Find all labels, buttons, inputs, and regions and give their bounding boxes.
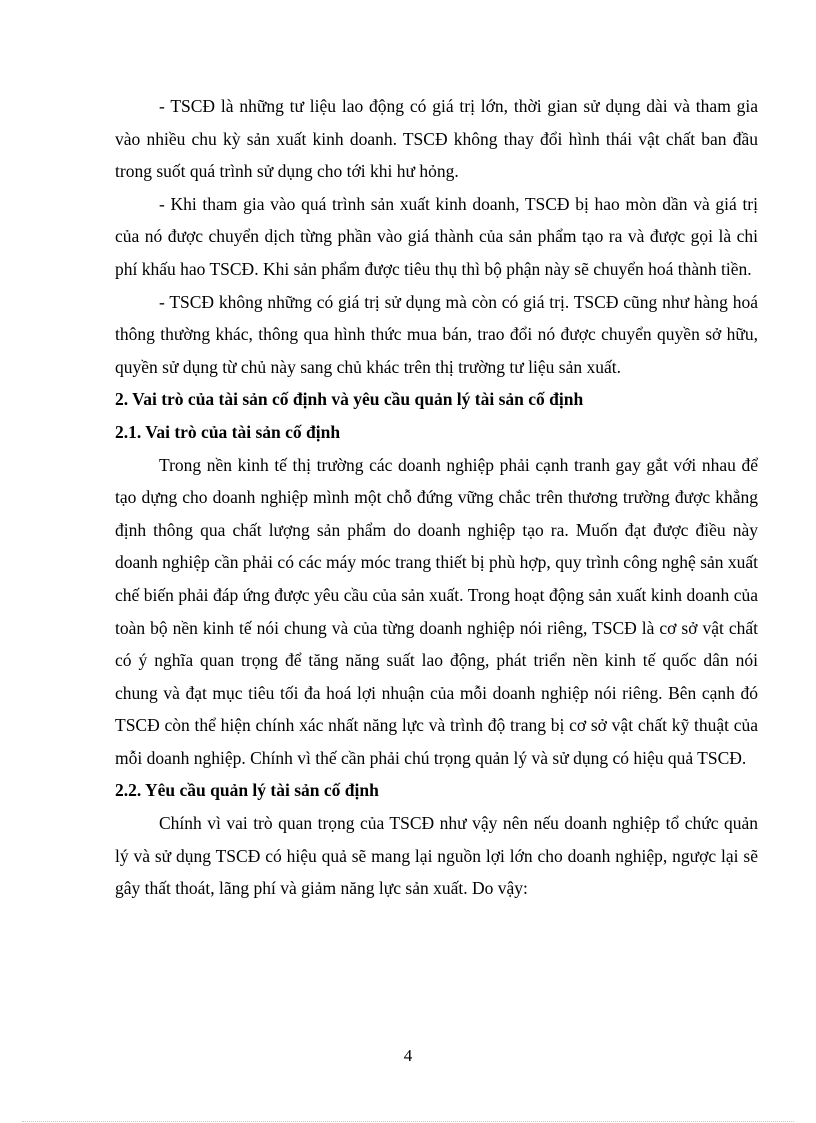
- page-content: [115, 90, 758, 905]
- section-heading-2: 2. Vai trò của tài sản cố định và yêu cầu quản lý tài sản cố định: [115, 389, 584, 410]
- paragraph-tscd-characteristics: - TSCĐ là những tư liệu lao động có giá trị lớn, thời gian sử dụng dài và tham gia vào nhiều chu kỳ sản xuất kinh doanh. TSCĐ không thay đổi hình thái vật chất ban đầu trong suốt quá trình sử dụng cho tới khi hư hỏng.: [115, 96, 758, 182]
- paragraph-depreciation: - Khi tham gia vào quá trình sản xuất kinh doanh, TSCĐ bị hao mòn dần và giá trị của nó được chuyển dịch từng phần vào giá thành của sản phẩm tạo ra và được gọi là chi phí khấu hao TSCĐ. Khi sản phẩm được tiêu thụ thì bộ phận này sẽ chuyển hoá thành tiền.: [115, 193, 758, 279]
- section-heading-2-1: 2.1. Vai trò của tài sản cố định: [115, 421, 341, 442]
- page-bottom-divider: [22, 1121, 794, 1122]
- section-heading-2-2: 2.2. Yêu cầu quản lý tài sản cố định: [115, 780, 379, 801]
- page-number: 4: [403, 1046, 413, 1065]
- paragraph-role: Trong nền kinh tế thị trường các doanh nghiệp phải cạnh tranh gay gắt với nhau để tạo dựng cho doanh nghiệp mình một chỗ đứng vững chắc trên thương trường được khẳng định thông qua chất lượng sản phẩm do doanh nghiệp tạo ra. Muốn đạt được điều này doanh nghiệp cần phải có các máy móc trang thiết bị phù hợp, quy trình công nghệ sản xuất chế biến phải đáp ứng được yêu cầu của sản xuất. Trong hoạt động sản xuất kinh doanh của toàn bộ nền kinh tế nói chung và của từng doanh nghiệp nói riêng, TSCĐ là cơ sở vật chất có ý nghĩa quan trọng để tăng năng suất lao động, phát triển nền kinh tế quốc dân nói chung và đạt mục tiêu tối đa hoá lợi nhuận của mỗi doanh nghiệp nói riêng. Bên cạnh đó TSCĐ còn thể hiện chính xác nhất năng lực và trình độ trang bị cơ sở vật chất kỹ thuật của mỗi doanh nghiệp. Chính vì thế cần phải chú trọng quản lý và sử dụng có hiệu quả TSCĐ.: [115, 454, 758, 768]
- paragraph-value: - TSCĐ không những có giá trị sử dụng mà còn có giá trị. TSCĐ cũng như hàng hoá thông thường khác, thông qua hình thức mua bán, trao đổi nó được chuyển quyền sở hữu, quyền sử dụng từ chủ này sang chủ khác trên thị trường tư liệu sản xuất.: [115, 291, 758, 377]
- paragraph-management: Chính vì vai trò quan trọng của TSCĐ như vậy nên nếu doanh nghiệp tổ chức quản lý và sử dụng TSCĐ có hiệu quả sẽ mang lại nguồn lợi lớn cho doanh nghiệp, ngược lại sẽ gây thất thoát, lãng phí và giảm năng lực sản xuất. Do vậy:: [115, 813, 758, 899]
